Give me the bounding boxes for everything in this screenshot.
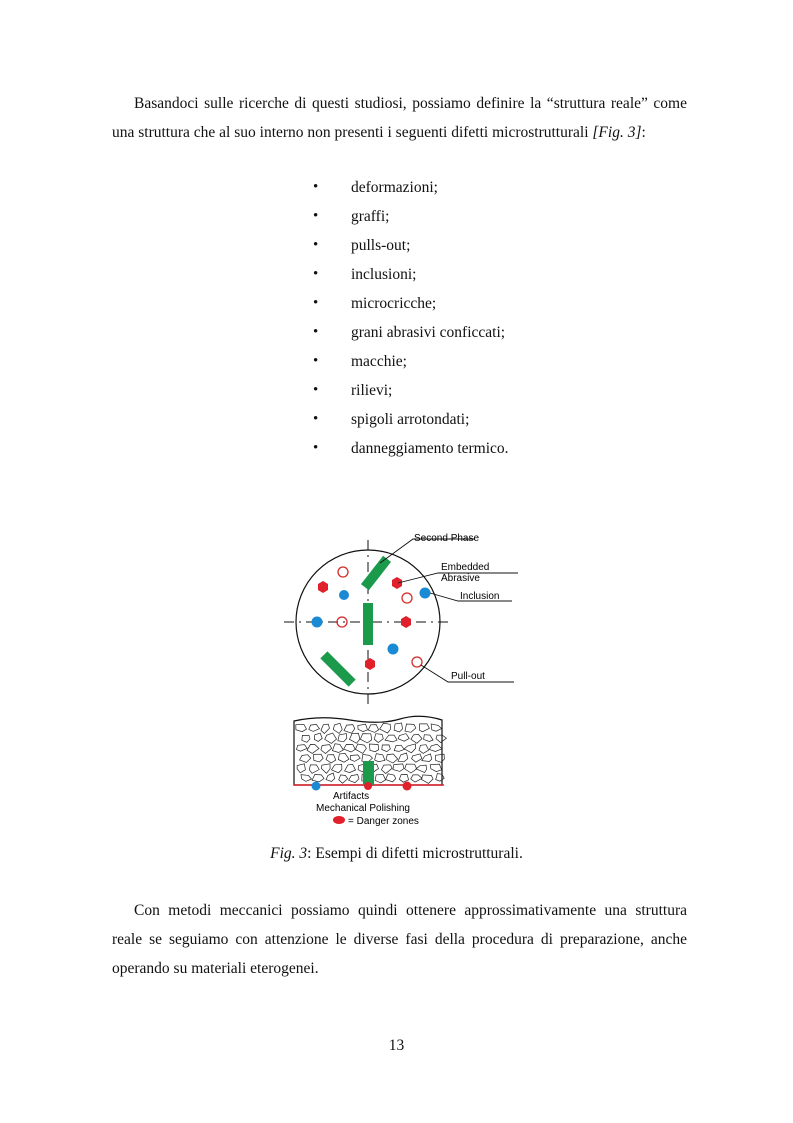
bullet-glyph: • <box>313 295 319 311</box>
defect-item-text: macchie; <box>351 353 407 370</box>
defect-item-text: danneggiamento termico. <box>351 440 509 457</box>
defect-item <box>313 231 509 260</box>
label-mechanical-polishing: Mechanical Polishing <box>316 803 410 814</box>
label-inclusion: Inclusion <box>460 591 500 602</box>
defect-item <box>313 202 509 231</box>
embedded-abrasive <box>392 577 402 589</box>
defect-item <box>313 173 509 202</box>
intro-line-2 <box>112 118 687 147</box>
closing-line-3: operando su materiali eterogenei. <box>112 960 319 977</box>
pull-out-ring <box>337 617 347 627</box>
second-phase-bar <box>320 651 355 686</box>
section-second-phase <box>363 761 374 785</box>
intro-line-2-text: una struttura che al suo interno non presenti i seguenti difetti microstrutturali <box>112 124 593 141</box>
label-second-phase: Second Phase <box>414 533 480 544</box>
closing-line-2: reale se seguiamo con attenzione le diverse fasi della procedura di preparazione, anche <box>112 931 687 948</box>
figure-caption <box>0 842 793 866</box>
intro-line-1: Basandoci sulle ricerche di questi studiosi, possiamo definire la “struttura reale” come <box>134 95 687 112</box>
page-number: 13 <box>388 1037 405 1054</box>
defect-item-text: microcricche; <box>351 295 437 312</box>
defect-item <box>313 318 509 347</box>
second-phase-bar <box>361 556 391 591</box>
embedded-abrasive <box>318 581 328 593</box>
defect-item-text: grani abrasivi conficcati; <box>351 324 506 341</box>
bullet-glyph: • <box>313 411 319 427</box>
label-abrasive: Abrasive <box>441 573 480 584</box>
inclusion-dot <box>312 617 323 628</box>
inclusion-dot <box>388 644 399 655</box>
caption-fig-label: Fig. 3 <box>270 845 308 862</box>
embedded-abrasive <box>401 616 411 628</box>
bullet-glyph: • <box>313 353 319 369</box>
defect-item <box>313 347 509 376</box>
defects-figure <box>280 525 520 835</box>
defect-item-text: rilievi; <box>351 382 393 399</box>
section-inclusion <box>312 782 321 791</box>
polished-section <box>294 716 446 790</box>
bullet-glyph: • <box>313 237 319 253</box>
section-danger <box>403 782 412 791</box>
bullet-glyph: • <box>313 179 319 195</box>
defect-item-text: pulls-out; <box>351 237 411 254</box>
second-phase-bar <box>363 603 373 645</box>
defects-diagram <box>280 525 520 830</box>
embedded-abrasive <box>365 658 375 670</box>
defect-item <box>313 434 509 463</box>
pull-out-ring <box>338 567 348 577</box>
pull-out-ring <box>412 657 422 667</box>
closing-line-1: Con metodi meccanici possiamo quindi ottenere approssimativamente una struttura <box>134 902 687 919</box>
defect-item <box>313 376 509 405</box>
figure-reference-suffix: : <box>641 124 646 141</box>
figure-reference: [Fig. 3] <box>592 124 642 141</box>
defect-item <box>313 289 509 318</box>
bullet-glyph: • <box>313 324 319 340</box>
defects-list <box>313 173 509 463</box>
caption-text: : Esempi di difetti microstrutturali. <box>307 845 523 862</box>
defect-item <box>313 260 509 289</box>
bullet-glyph: • <box>313 208 319 224</box>
label-embedded: Embedded <box>441 562 490 573</box>
defect-item-text: inclusioni; <box>351 266 417 283</box>
label-artifacts: Artifacts <box>333 791 370 802</box>
defect-item <box>313 405 509 434</box>
label-danger-zones: = Danger zones <box>348 816 419 827</box>
bullet-glyph: • <box>313 382 319 398</box>
defect-item-text: deformazioni; <box>351 179 438 196</box>
section-danger <box>364 782 372 790</box>
intro-paragraph <box>112 89 687 147</box>
bullet-glyph: • <box>313 440 319 456</box>
bullet-glyph: • <box>313 266 319 282</box>
defect-item-text: spigoli arrotondati; <box>351 411 470 428</box>
closing-paragraph <box>112 896 687 983</box>
pull-out-ring <box>402 593 412 603</box>
inclusion-dot <box>420 588 431 599</box>
defect-item-text: graffi; <box>351 208 390 225</box>
danger-zone-swatch <box>333 816 345 824</box>
inclusion-dot <box>339 590 349 600</box>
label-pull-out: Pull-out <box>451 671 485 682</box>
